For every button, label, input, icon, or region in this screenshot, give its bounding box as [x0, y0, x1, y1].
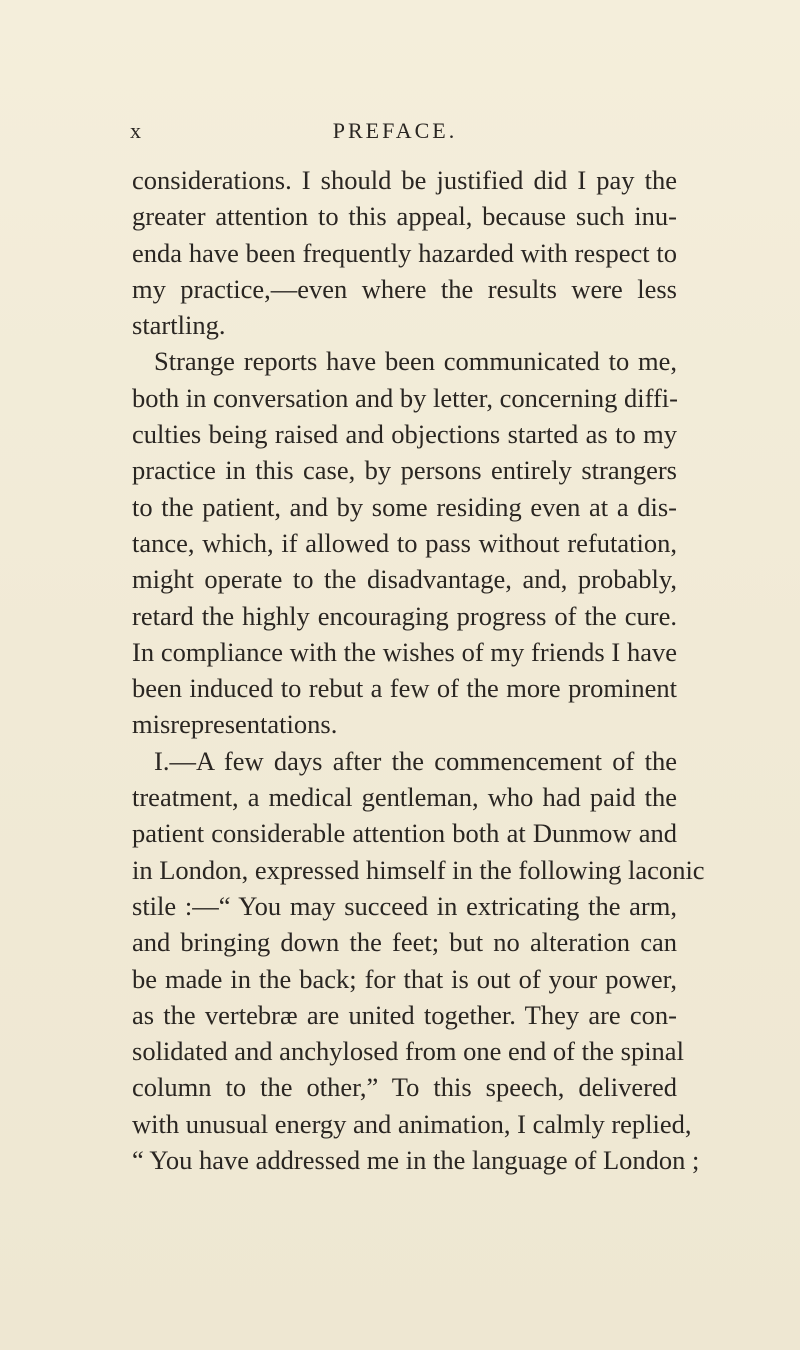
text-line: be made in the back; for that is out of your power,: [132, 963, 677, 994]
text-line: stile :—“ You may succeed in extricating the arm,: [132, 890, 677, 921]
text-line: column to the other,” To this speech, delivered: [132, 1072, 677, 1103]
text-line: “ You have addressed me in the language of London ;: [132, 1145, 700, 1176]
text-line: enda have been frequently hazarded with respect to: [132, 237, 677, 268]
text-line: misrepresentations.: [132, 709, 338, 740]
text-line: to the patient, and by some residing even at a dis-: [132, 491, 677, 522]
text-line: tance, which, if allowed to pass without refutation,: [132, 527, 677, 558]
text-line: both in conversation and by letter, concerning diffi-: [132, 382, 678, 413]
text-line: startling.: [132, 310, 226, 341]
text-line: and bringing down the feet; but no alteration can: [132, 927, 677, 958]
text-line: greater attention to this appeal, because such inu-: [132, 201, 677, 232]
text-line: been induced to rebut a few of the more prominent: [132, 673, 677, 704]
text-line: In compliance with the wishes of my friends I have: [132, 636, 677, 667]
text-line: Strange reports have been communicated to me,: [154, 346, 677, 377]
text-line: might operate to the disadvantage, and, probably,: [132, 564, 677, 595]
page-number: x: [130, 118, 143, 143]
text-line: as the vertebræ are united together. They are con-: [132, 999, 677, 1030]
body-text: [132, 162, 705, 1178]
text-line: culties being raised and objections started as to my: [132, 419, 677, 450]
text-line: with unusual energy and animation, I calmly replied,: [132, 1108, 692, 1139]
text-line: considerations. I should be justified did I pay the: [132, 165, 677, 195]
text-line: in London, expressed himself in the following laconic: [132, 854, 705, 885]
text-line: patient considerable attention both at Dunmow and: [132, 818, 677, 849]
text-line: retard the highly encouraging progress of the cure.: [132, 600, 677, 631]
text-line: I.—A few days after the commencement of the: [154, 745, 677, 776]
text-line: my practice,—even where the results were less: [132, 273, 677, 304]
text-line: practice in this case, by persons entirely strangers: [132, 455, 677, 486]
text-line: treatment, a medical gentleman, who had paid the: [132, 782, 677, 813]
running-title: PREFACE.: [332, 118, 458, 143]
running-head: [130, 118, 660, 148]
text-line: solidated and anchylosed from one end of the spinal: [132, 1036, 684, 1067]
